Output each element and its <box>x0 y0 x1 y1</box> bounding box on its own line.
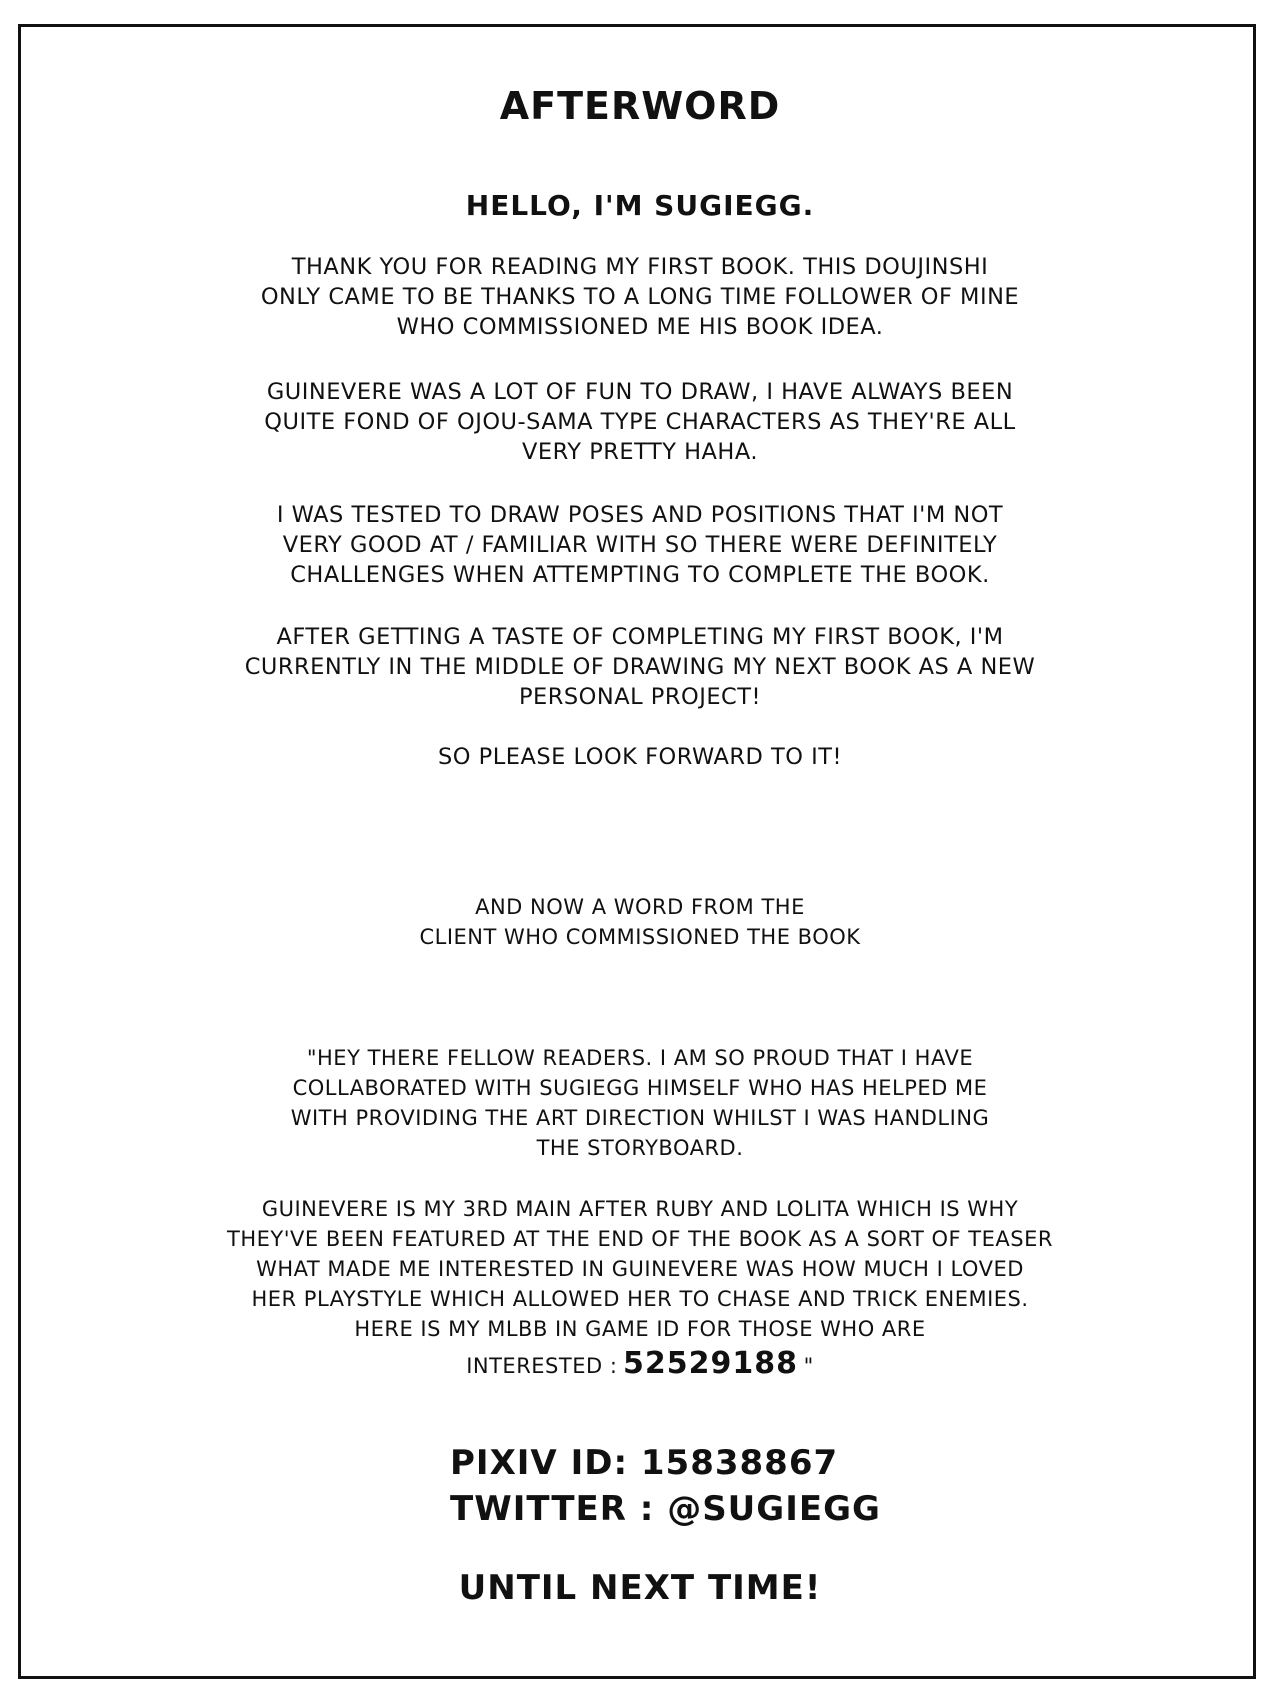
quote-line: HER PLAYSTYLE WHICH ALLOWED HER TO CHASE AND TRICK ENEMIES. <box>251 1287 1029 1311</box>
text-line: SO PLEASE LOOK FORWARD TO IT! <box>438 744 842 770</box>
text-line: ONLY CAME TO BE THANKS TO A LONG TIME FOLLOWER OF MINE <box>260 284 1020 310</box>
twitter-handle: TWITTER : @SUGIEGG <box>450 1489 881 1529</box>
quote-line: HERE IS MY MLBB IN GAME ID FOR THOSE WHO ARE <box>354 1317 926 1341</box>
quote-line: THE STORYBOARD. <box>536 1136 744 1160</box>
quote-line: WHAT MADE ME INTERESTED IN GUINEVERE WAS HOW MUCH I LOVED <box>256 1257 1024 1281</box>
text-line: WHO COMMISSIONED ME HIS BOOK IDEA. <box>396 314 884 340</box>
text-line: THANK YOU FOR READING MY FIRST BOOK. THIS DOUJINSHI <box>291 254 989 280</box>
page-title: AFTERWORD <box>499 84 781 128</box>
signoff: UNTIL NEXT TIME! <box>458 1568 822 1608</box>
game-id-line <box>0 1344 1280 1384</box>
text-line: AFTER GETTING A TASTE OF COMPLETING MY FIRST BOOK, I'M <box>276 624 1004 650</box>
text-line: I WAS TESTED TO DRAW POSES AND POSITIONS THAT I'M NOT <box>276 502 1004 528</box>
quote-line: COLLABORATED WITH SUGIEGG HIMSELF WHO HAS HELPED ME <box>292 1076 988 1100</box>
pixiv-id: PIXIV ID: 15838867 <box>450 1443 839 1483</box>
text-line: QUITE FOND OF OJOU-SAMA TYPE CHARACTERS AS THEY'RE ALL <box>264 409 1016 435</box>
client-intro-line: CLIENT WHO COMMISSIONED THE BOOK <box>419 925 861 949</box>
text-line: CURRENTLY IN THE MIDDLE OF DRAWING MY NEXT BOOK AS A NEW <box>244 654 1036 680</box>
quote-line: GUINEVERE IS MY 3RD MAIN AFTER RUBY AND LOLITA WHICH IS WHY <box>261 1197 1019 1221</box>
interested-label: INTERESTED : <box>466 1354 618 1378</box>
quote-line: WITH PROVIDING THE ART DIRECTION WHILST I WAS HANDLING <box>290 1106 990 1130</box>
text-line: CHALLENGES WHEN ATTEMPTING TO COMPLETE THE BOOK. <box>290 562 990 588</box>
text-line: VERY GOOD AT / FAMILIAR WITH SO THERE WERE DEFINITELY <box>282 532 998 558</box>
greeting: HELLO, I'M SUGIEGG. <box>465 189 815 222</box>
quote-close: " <box>803 1354 814 1378</box>
client-intro-line: AND NOW A WORD FROM THE <box>475 895 805 919</box>
text-line: PERSONAL PROJECT! <box>518 684 762 710</box>
quote-line: THEY'VE BEEN FEATURED AT THE END OF THE BOOK AS A SORT OF TEASER <box>227 1227 1053 1251</box>
text-line: GUINEVERE WAS A LOT OF FUN TO DRAW, I HAVE ALWAYS BEEN <box>266 379 1014 405</box>
game-id: 52529188 <box>623 1346 799 1381</box>
quote-line: "HEY THERE FELLOW READERS. I AM SO PROUD THAT I HAVE <box>306 1046 974 1070</box>
text-line: VERY PRETTY HAHA. <box>522 439 758 465</box>
